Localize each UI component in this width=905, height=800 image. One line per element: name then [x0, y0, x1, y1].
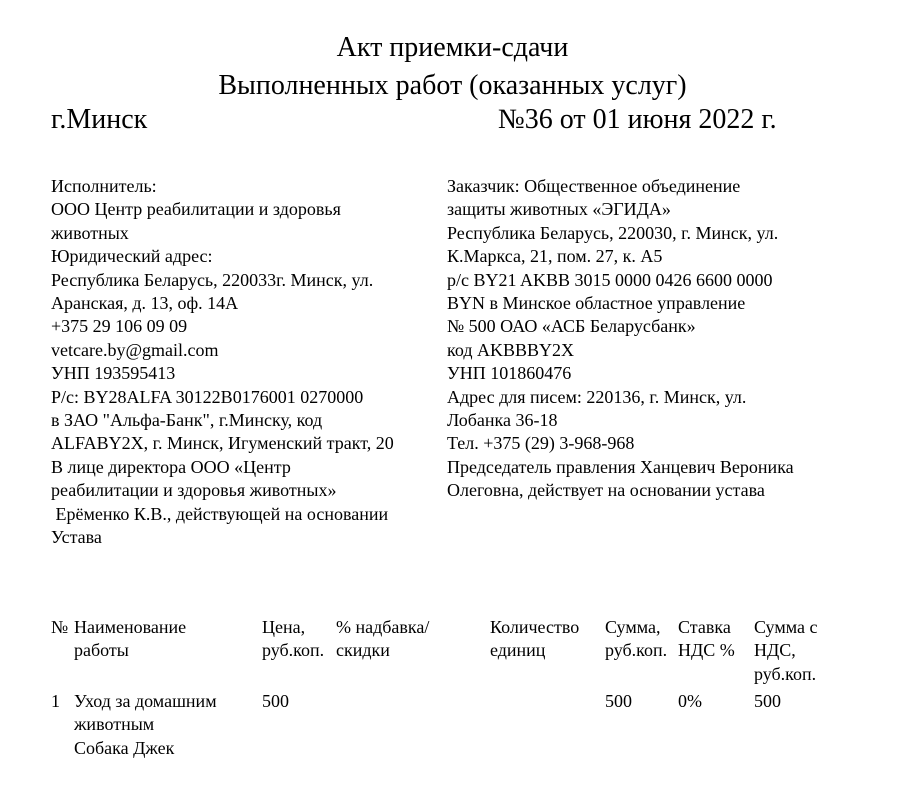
executor-line: животных	[51, 222, 129, 243]
row-price: 500	[262, 691, 289, 711]
executor-line: vetcare.by@gmail.com	[51, 339, 219, 360]
customer-line: Председатель правления Ханцевич Вероника	[447, 456, 794, 477]
customer-details	[447, 175, 794, 503]
document-subtitle: Выполненных работ (оказанных услуг)	[218, 70, 687, 101]
row-name: Уход за домашним животным Собака Джек	[74, 691, 217, 758]
customer-line: Адрес для писем: 220136, г. Минск, ул.	[447, 386, 747, 407]
executor-details	[51, 175, 394, 550]
executor-line: в ЗАО "Альфа-Банк", г.Минску, код	[51, 410, 323, 431]
customer-line: BYN в Минское областное управление	[447, 293, 746, 314]
row-num: 1	[51, 691, 60, 711]
executor-line: ALFABY2X, г. Минск, Игуменский тракт, 20	[51, 433, 394, 454]
customer-line: К.Маркса, 21, пом. 27, к. А5	[447, 246, 663, 267]
column-header-quantity: Количество единиц	[490, 617, 580, 661]
column-header-num: №	[51, 617, 69, 637]
customer-line: Республика Беларусь, 220030, г. Минск, ул.	[447, 222, 779, 243]
executor-line: Юридический адрес:	[51, 246, 213, 267]
customer-line: код AKBBBY2X	[447, 339, 574, 360]
document-city: г.Минск	[51, 104, 148, 135]
executor-line: Р/с: BY28ALFA 30122B0176001 0270000	[51, 386, 364, 407]
executor-line: Ерёменко К.В., действующей на основании	[51, 503, 389, 524]
executor-line: В лице директора ООО «Центр	[51, 456, 291, 477]
executor-line: Исполнитель:	[51, 176, 157, 196]
row-sum-with-vat: 500	[754, 691, 781, 711]
row-vat-rate: 0%	[678, 691, 702, 711]
customer-line: защиты животных «ЭГИДА»	[447, 199, 671, 220]
executor-line: Аранская, д. 13, оф. 14А	[51, 293, 239, 314]
customer-line: № 500 ОАО «АСБ Беларусбанк»	[447, 316, 696, 337]
column-header-sum: Сумма, руб.коп.	[605, 617, 668, 661]
customer-line: Тел. +375 (29) 3-968-968	[447, 433, 635, 454]
column-header-name: Наименование работы	[74, 617, 187, 661]
customer-line: Заказчик: Общественное объединение	[447, 176, 741, 196]
customer-line: р/с BY21 AKBB 3015 0000 0426 6600 0000	[447, 269, 773, 290]
executor-line: УНП 193595413	[51, 363, 176, 384]
executor-line: +375 29 106 09 09	[51, 316, 188, 337]
document-number-date: №36 от 01 июня 2022 г.	[498, 104, 777, 135]
column-header-markup: % надбавка/ скидки	[336, 617, 430, 661]
executor-line: Республика Беларусь, 220033г. Минск, ул.	[51, 269, 374, 290]
column-header-price: Цена, руб.коп.	[262, 617, 325, 661]
executor-line: ООО Центр реабилитации и здоровья	[51, 199, 341, 220]
document-title: Акт приемки-сдачи	[336, 32, 569, 63]
customer-line: УНП 101860476	[447, 363, 572, 384]
row-sum: 500	[605, 691, 632, 711]
customer-line: Лобанка 36-18	[447, 410, 558, 431]
column-header-vat-rate: Ставка НДС %	[678, 617, 735, 661]
customer-line: Олеговна, действует на основании устава	[447, 480, 765, 501]
executor-line: Устава	[51, 527, 102, 548]
column-header-sum-with-vat: Сумма с НДС, руб.коп.	[754, 617, 818, 684]
executor-line: реабилитации и здоровья животных»	[51, 480, 337, 501]
